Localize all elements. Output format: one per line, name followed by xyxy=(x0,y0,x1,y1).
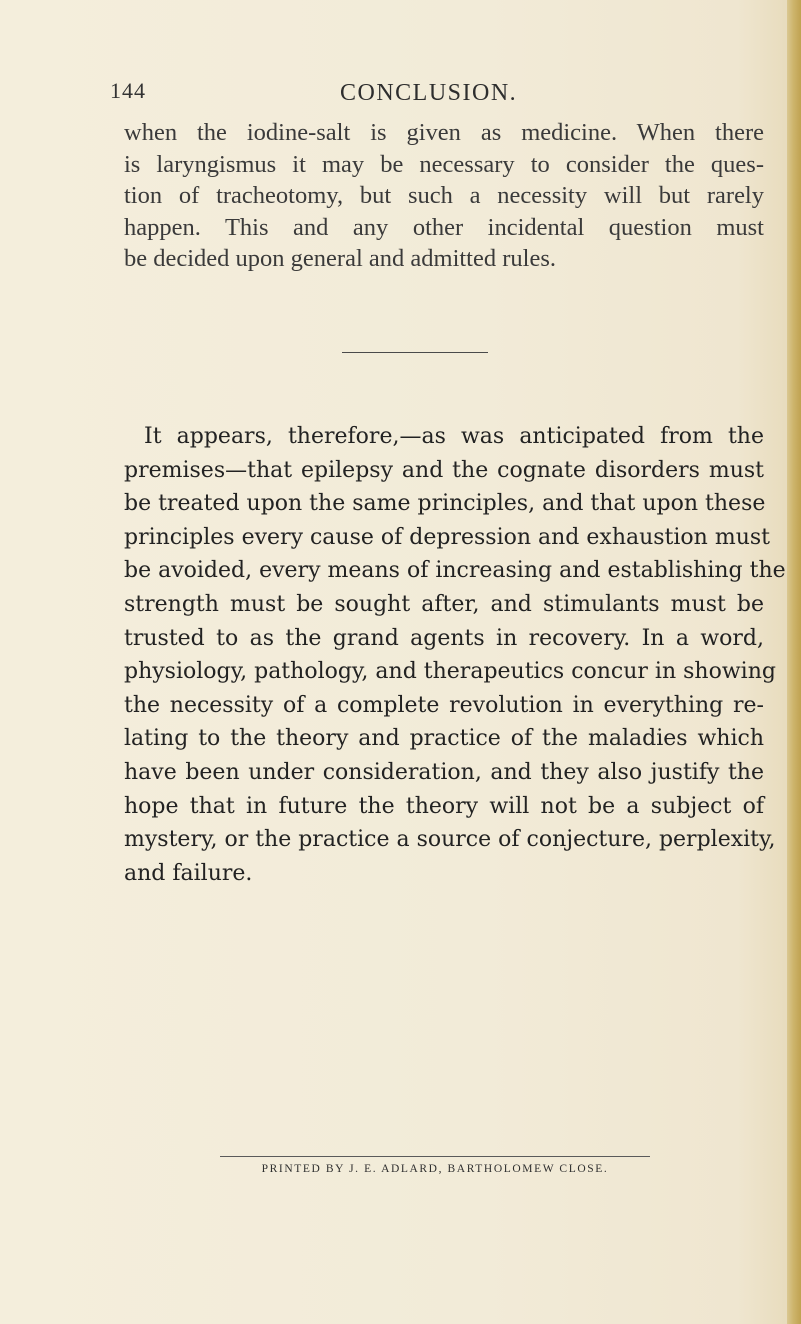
paragraph-line: be avoided, every means of increasing and establishing the xyxy=(124,558,786,584)
paragraph-line: and failure. xyxy=(124,860,253,886)
paragraph-line: be decided upon general and admitted rules. xyxy=(124,245,556,272)
paragraph-line: physiology, pathology, and therapeutics concur in showing xyxy=(124,659,776,685)
paragraph-2 xyxy=(124,420,786,890)
printer-imprint: PRINTED BY J. E. ADLARD, BARTHOLOMEW CLOSE. xyxy=(220,1156,650,1175)
paragraph-line: principles every cause of depression and exhaustion must xyxy=(124,524,771,550)
paragraph-line: strength must be sought after, and stimulants must be xyxy=(124,591,764,617)
paragraph-line: hope that in future the theory will not be a subject of xyxy=(124,793,764,819)
paragraph-line: tion of tracheotomy, but such a necessity will but rarely xyxy=(124,182,764,209)
paragraph-line: when the iodine-salt is given as medicine. When there xyxy=(124,119,764,146)
section-divider xyxy=(342,352,488,353)
paragraph-line: trusted to as the grand agents in recovery. In a word, xyxy=(124,625,764,651)
page-edge xyxy=(787,0,801,1324)
paragraph-line: be treated upon the same principles, and that upon these xyxy=(124,491,766,517)
paragraph-line: have been under consideration, and they also justify the xyxy=(124,759,764,785)
paragraph-1 xyxy=(124,117,764,275)
running-head: CONCLUSION. xyxy=(340,80,518,106)
paragraph-line: mystery, or the practice a source of conjecture, perplexity, xyxy=(124,827,776,853)
paragraph-line: the necessity of a complete revolution in everything re- xyxy=(124,692,764,718)
page-number: 144 xyxy=(110,78,146,103)
paragraph-line: lating to the theory and practice of the maladies which xyxy=(124,726,764,752)
paragraph-line: is laryngismus it may be necessary to consider the ques- xyxy=(124,150,764,178)
paragraph-line: happen. This and any other incidental question must xyxy=(124,213,764,241)
paragraph-line: It appears, therefore,—as was anticipated from the xyxy=(144,424,764,449)
paragraph-line: premises—that epilepsy and the cognate disorders must xyxy=(124,457,764,483)
